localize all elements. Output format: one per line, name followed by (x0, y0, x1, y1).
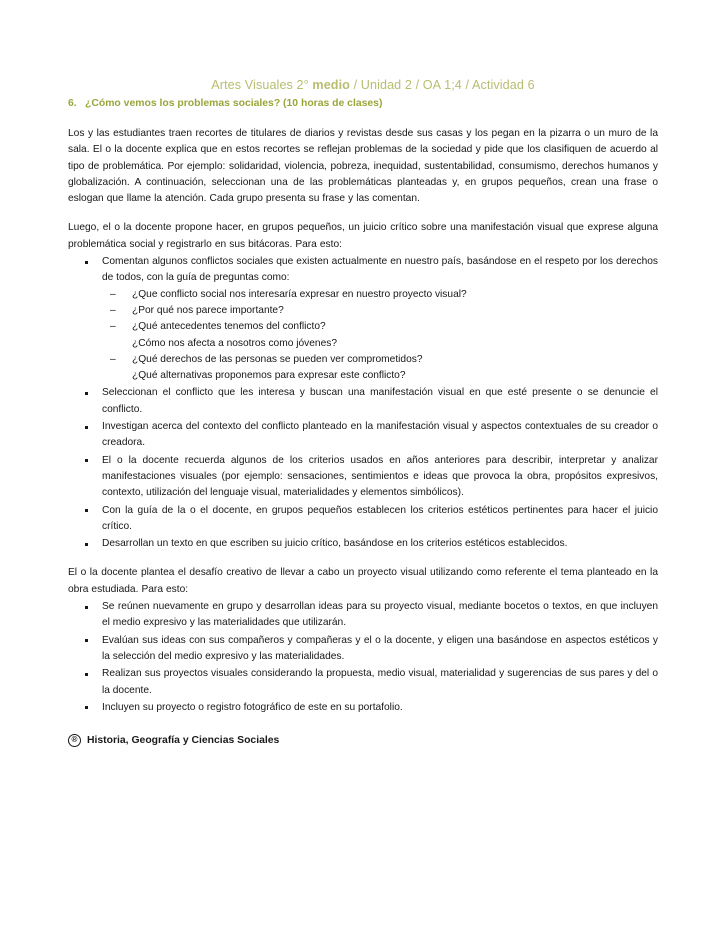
activity-title: ¿Cómo vemos los problemas sociales? (10 horas de clases) (85, 98, 383, 109)
question-text: ¿Qué antecedentes tenemos del conflicto? (132, 321, 326, 333)
list-item (68, 633, 658, 666)
paragraph-intro: Los y las estudiantes traen recortes de titulares de diarios y revistas desde sus casas y los pegan en la pizarra o un muro de la sala. El o la docente explica que en estos recortes se reflejan problemas de la sociedad y pide que los clasifiquen de acuerdo al tipo de problemática. Por ejemplo: solidaridad, violencia, pobreza, inequidad, sustentabilidad, consumismo, derechos humanos y globalización. A continuación, seleccionan una de las problemáticas planteadas y, en grupos pequeños, crean una frase o eslogan que llame la atención. Cada grupo presenta su frase y las comentan. (68, 128, 658, 205)
list-item-text: Realizan sus proyectos visuales considerando la propuesta, medio visual, materialidad y sugerencias de sus pares y del o la docente. (102, 668, 658, 696)
header-title-prefix: Artes Visuales 2° (211, 78, 313, 92)
registered-mark-icon: ® (68, 734, 81, 747)
list-item-text: El o la docente recuerda algunos de los criterios usados en años anteriores para describir, interpretar y analizar manifestaciones visuales (por ejemplo: sensaciones, sentimientos e ideas que provoca la obra, propósitos expresivos, contexto, utilización del lenguaje visual, materialidades y elementos simbólicos). (102, 454, 658, 499)
activity-steps-list-two (68, 599, 658, 716)
header-title-suffix: / Unidad 2 / OA 1;4 / Actividad 6 (349, 78, 535, 92)
question-text: ¿Por qué nos parece importante? (132, 304, 284, 316)
list-item (102, 287, 658, 303)
footer-subject-line (68, 734, 658, 747)
activity-steps-list-one (68, 254, 658, 552)
list-item (102, 336, 658, 352)
list-item (68, 503, 658, 536)
list-item (68, 700, 658, 716)
document-header-title (68, 78, 658, 92)
footer-subject-text: Historia, Geografía y Ciencias Sociales (87, 735, 280, 747)
activity-subtitle (68, 98, 658, 109)
header-title-bold: medio (312, 78, 350, 92)
list-item-text: Desarrollan un texto en que escriben su juicio crítico, basándose en los criterios estéticos establecidos. (102, 538, 568, 550)
paragraph-second: Luego, el o la docente propone hacer, en grupos pequeños, un juicio crítico sobre una manifestación visual que exprese alguna problemática social y registrarlo en sus bitácoras. Para esto: (68, 222, 658, 250)
list-item (102, 352, 658, 368)
question-text: ¿Cómo nos afecta a nosotros como jóvenes? (132, 337, 337, 349)
list-item (68, 385, 658, 418)
list-item-text: Seleccionan el conflicto que les interesa y buscan una manifestación visual en que esté presente o se denuncie el conflicto. (102, 387, 658, 415)
question-text: ¿Qué alternativas proponemos para expresar este conflicto? (132, 370, 406, 382)
list-item (68, 666, 658, 699)
list-item (68, 536, 658, 552)
paragraph-third: El o la docente plantea el desafío creativo de llevar a cabo un proyecto visual utilizando como referente el tema planteado en la obra estudiada. Para esto: (68, 567, 658, 595)
activity-number: 6. (68, 98, 77, 109)
list-item (68, 599, 658, 632)
list-item-text: Se reúnen nuevamente en grupo y desarrollan ideas para su proyecto visual, mediante bocetos o textos, en que incluyen el medio expresivo y las materialidades que utilizarán. (102, 601, 658, 629)
list-item-text: Con la guía de la o el docente, en grupos pequeños establecen los criterios estéticos pertinentes para hacer el juicio crítico. (102, 504, 658, 532)
section-spacer (68, 553, 658, 565)
list-item-text: Comentan algunos conflictos sociales que existen actualmente en nuestro país, basándose en el respeto por los derechos de todos, con la guía de preguntas como: (102, 256, 658, 284)
question-text: ¿Que conflicto social nos interesaría expresar en nuestro proyecto visual? (132, 288, 467, 300)
list-item-text: Incluyen su proyecto o registro fotográfico de este en su portafolio. (102, 701, 403, 713)
list-item (68, 453, 658, 502)
list-item (102, 368, 658, 384)
guiding-questions-list (102, 287, 658, 385)
list-item-text: Evalúan sus ideas con sus compañeros y compañeras y el o la docente, y eligen una basándose en aspectos estéticos y la selección del medio expresivo y las materialidades. (102, 634, 658, 662)
list-item (102, 319, 658, 335)
list-item (102, 303, 658, 319)
list-item (68, 254, 658, 384)
list-item (68, 419, 658, 452)
list-item-text: Investigan acerca del contexto del conflicto planteado en la manifestación visual y aspectos contextuales de su creador o creadora. (102, 421, 658, 449)
question-text: ¿Qué derechos de las personas se pueden ver comprometidos? (132, 353, 423, 365)
